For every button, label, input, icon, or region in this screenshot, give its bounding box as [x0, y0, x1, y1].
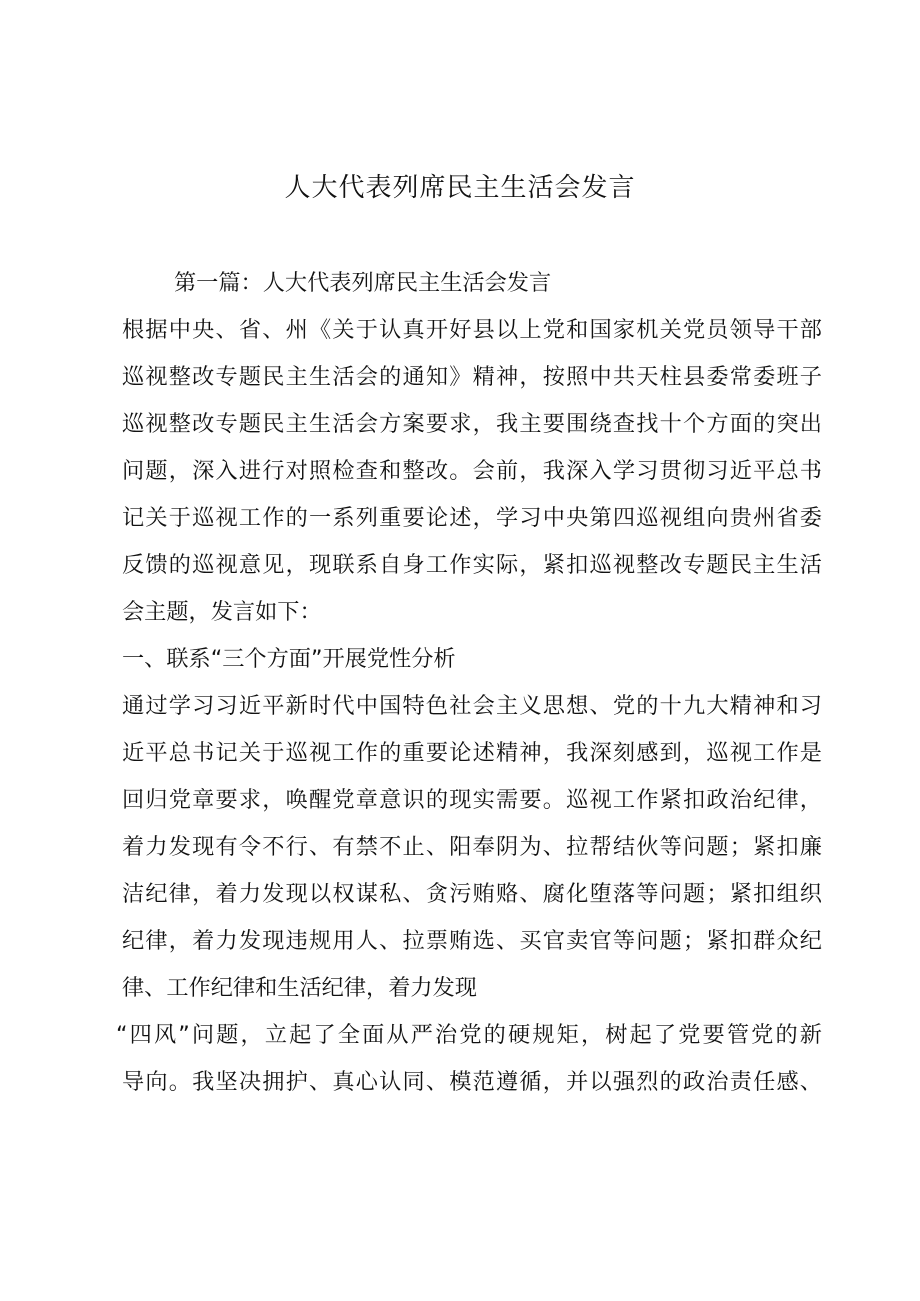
paragraph-line: 洁纪律，着力发现以权谋私、贪污贿赂、腐化堕落等问题；紧扣组织 [122, 881, 822, 907]
paragraph-line: 记关于巡视工作的一系列重要论述，学习中央第四巡视组向贵州省委 [122, 505, 822, 531]
paragraph-line: 通过学习习近平新时代中国特色社会主义思想、党的十九大精神和习 [122, 693, 822, 719]
section-heading-party-analysis: 一、联系“三个方面”开展党性分析 [122, 646, 456, 672]
paragraph-line: 反馈的巡视意见，现联系自身工作实际，紧扣巡视整改专题民主生活 [122, 552, 822, 578]
paragraph-line: 巡视整改专题民主生活会的通知》精神，按照中共天柱县委常委班子 [122, 364, 822, 390]
document-title: 人大代表列席民主生活会发言 [284, 173, 636, 203]
paragraph-line: 问题，深入进行对照检查和整改。会前，我深入学习贯彻习近平总书 [122, 458, 822, 484]
paragraph-line: 导向。我坚决拥护、真心认同、模范遵循，并以强烈的政治责任感、 [122, 1069, 822, 1095]
paragraph-line: 巡视整改专题民主生活会方案要求，我主要围绕查找十个方面的突出 [122, 411, 822, 437]
paragraph-line: 根据中央、省、州《关于认真开好县以上党和国家机关党员领导干部 [122, 317, 822, 343]
paragraph-line: 回归党章要求，唤醒党章意识的现实需要。巡视工作紧扣政治纪律， [122, 787, 822, 813]
paragraph-line: 纪律，着力发现违规用人、拉票贿选、买官卖官等问题；紧扣群众纪 [122, 928, 822, 954]
paragraph-line: 着力发现有令不行、有禁不止、阳奉阴为、拉帮结伙等问题；紧扣廉 [122, 834, 822, 860]
paragraph-line: 近平总书记关于巡视工作的重要论述精神，我深刻感到，巡视工作是 [122, 740, 822, 766]
paragraph-line: “四风”问题，立起了全面从严治党的硬规矩，树起了党要管党的新 [116, 1022, 822, 1048]
section-heading-first-article: 第一篇：人大代表列席民主生活会发言 [174, 270, 552, 296]
paragraph-line: 律、工作纪律和生活纪律，着力发现 [122, 975, 477, 1001]
paragraph-line: 会主题，发言如下： [122, 599, 322, 625]
